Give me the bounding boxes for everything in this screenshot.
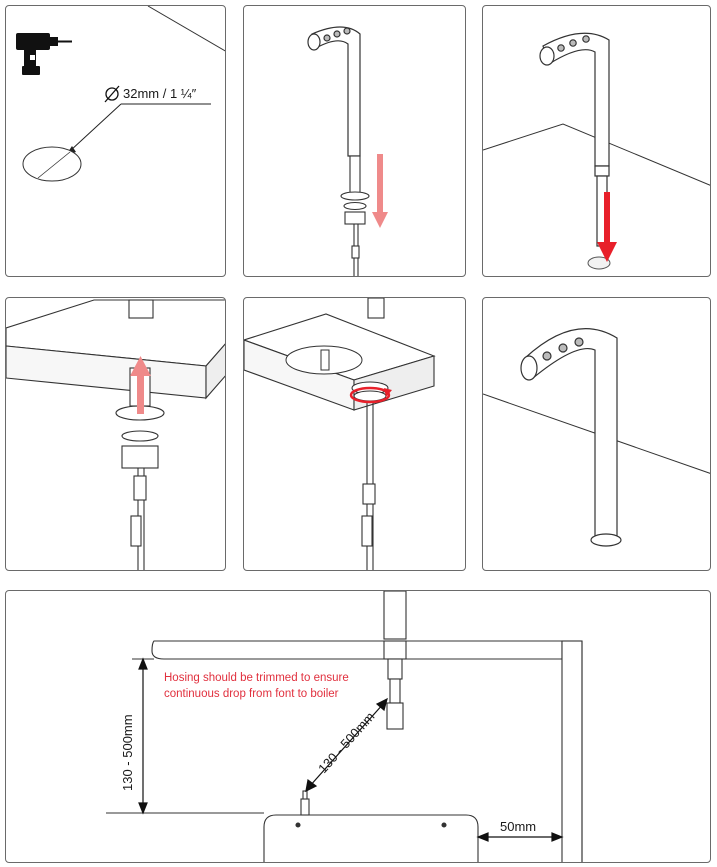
step-3-panel — [482, 5, 711, 277]
boiler-unit — [264, 791, 478, 863]
vertical-dimension — [139, 659, 147, 813]
step-4-illustration — [6, 298, 226, 571]
step-6-illustration — [483, 298, 711, 571]
hole-size-label: 32mm / 1 ¼″ — [123, 86, 197, 101]
tap-spout — [521, 329, 621, 546]
trim-note-line-1: Hosing should be trimmed to ensure — [164, 672, 349, 684]
tap-spout — [308, 27, 360, 156]
down-arrow-icon — [604, 192, 610, 244]
step-7-panel — [5, 590, 711, 863]
tap-shank — [341, 156, 369, 277]
step-6-panel — [482, 297, 711, 571]
step-1-illustration — [6, 6, 226, 277]
trim-note-line-2: continuous drop from font to boiler — [164, 688, 339, 700]
diameter-icon — [105, 86, 119, 102]
step-1-panel — [5, 5, 226, 277]
tap-spout — [540, 33, 609, 246]
wall-clearance-label: 50mm — [500, 819, 537, 834]
step-5-panel — [243, 297, 466, 571]
step-4-panel — [5, 297, 226, 571]
tap-shank — [352, 382, 388, 571]
tap-column — [384, 591, 406, 729]
up-arrow-faded-icon — [137, 374, 144, 414]
counter-edge-line — [148, 6, 226, 52]
vertical-dimension-label: 130 - 500mm — [120, 714, 135, 791]
step-5-illustration — [244, 298, 466, 571]
cabinet-wall — [562, 641, 582, 863]
step-2-illustration — [244, 6, 466, 277]
counter-block — [6, 300, 226, 398]
step-2-panel — [243, 5, 466, 277]
down-arrow-faded-icon — [377, 154, 383, 214]
hole-outline — [23, 147, 81, 181]
step-3-illustration — [483, 6, 711, 277]
diagonal-dimension-label: 130 - 500mm — [315, 709, 378, 777]
wall-clearance-dimension — [478, 833, 562, 841]
drill-icon — [16, 33, 72, 75]
step-7-illustration — [6, 591, 711, 863]
countertop — [152, 641, 562, 659]
